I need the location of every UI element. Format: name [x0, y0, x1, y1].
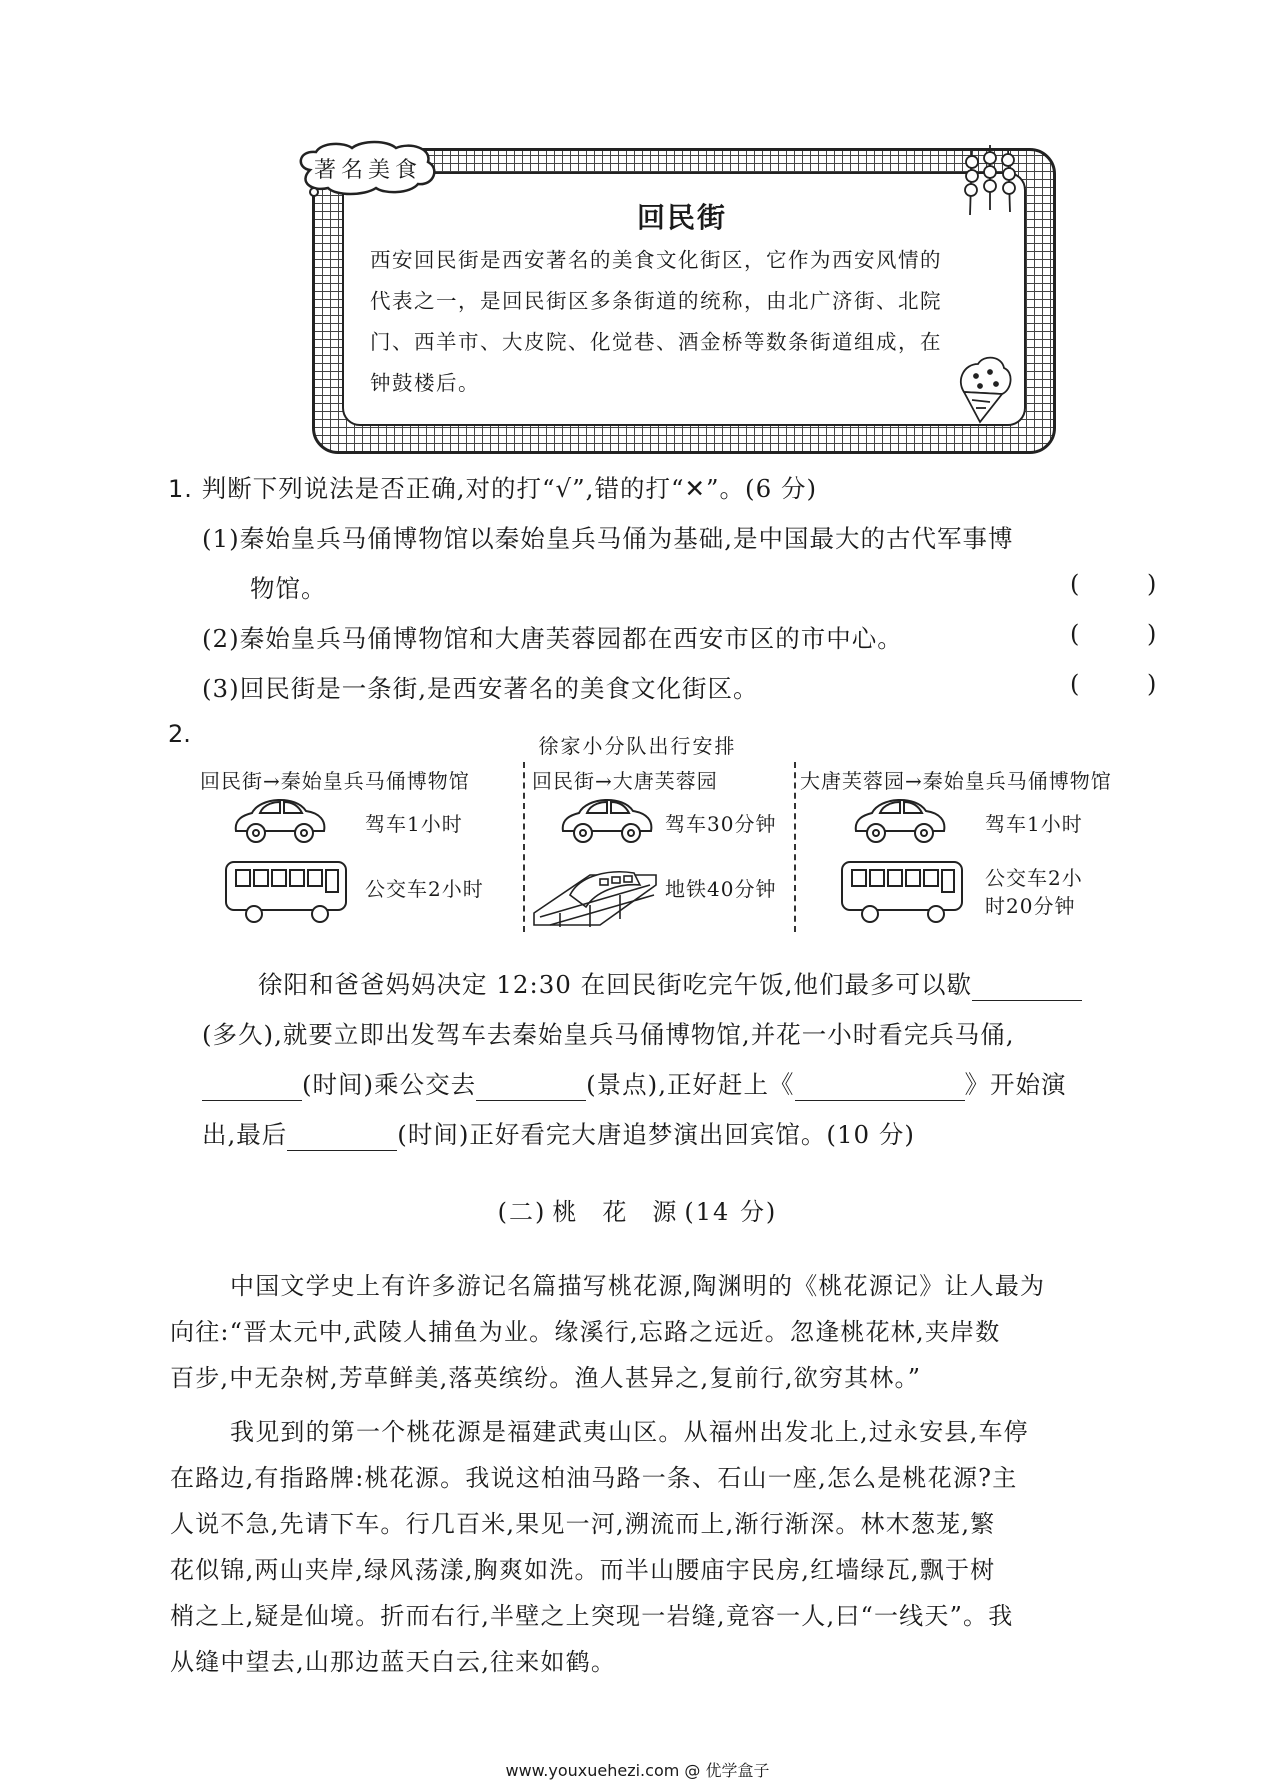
fill-blank[interactable] — [202, 1074, 302, 1101]
question-2-line — [202, 1116, 915, 1151]
answer-blank[interactable]: ( ) — [1070, 570, 1187, 598]
question-stem: 判断下列说法是否正确,对的打“√”,错的打“✕”。(6 分) — [201, 474, 818, 503]
q1-item-3: (3)回民街是一条街,是西安著名的美食文化街区。 — [202, 674, 759, 703]
other-transport-time: 地铁40分钟 — [665, 877, 777, 901]
car-icon — [230, 793, 330, 849]
essay-line: 百步,中无杂树,芳草鲜美,落英缤纷。渔人甚异之,复前行,欲穷其林。” — [170, 1364, 922, 1392]
question-number: 2. — [168, 720, 191, 748]
paragraph-text: (景点),正好赶上《 — [586, 1070, 795, 1099]
q1-item-1: (1)秦始皇兵马俑博物馆以秦始皇兵马俑为基础,是中国最大的古代军事博 — [202, 524, 1014, 553]
food-card-tag — [292, 140, 442, 198]
card-body-line: 西安回民街是西安著名的美食文化街区，它作为西安风情的 — [370, 248, 942, 272]
section-title-suffix: (14 分) — [684, 1198, 778, 1226]
other-transport-time: 公交车2小 — [985, 866, 1083, 890]
car-icon — [557, 793, 657, 849]
q1-item-1-cont: 物馆。 — [250, 574, 327, 603]
essay-line: 从缝中望去,山那边蓝天白云,往来如鹤。 — [170, 1648, 617, 1676]
essay-line: 中国文学史上有许多游记名篇描写桃花源,陶渊明的《桃花源记》让人最为 — [230, 1272, 1046, 1300]
essay-line: 梢之上,疑是仙境。折而右行,半壁之上突现一岩缝,竟容一人,曰“一线天”。我 — [170, 1602, 1014, 1630]
essay-line: 花似锦,两山夹岸,绿风荡漾,胸爽如洗。而半山腰庙宇民房,红墙绿瓦,飘于树 — [170, 1556, 996, 1584]
other-transport-time: 时20分钟 — [985, 894, 1076, 918]
section-title-char: 花 — [602, 1198, 629, 1226]
question-2-line: (多久),就要立即出发驾车去秦始皇兵马俑博物馆,并花一小时看完兵马俑, — [202, 1020, 1015, 1049]
table-divider — [794, 762, 796, 932]
route-name: 回民街→大唐芙蓉园 — [532, 769, 718, 793]
food-card-tag-label: 著名美食 — [313, 158, 422, 183]
bus-icon — [838, 858, 968, 926]
route-name: 回民街→秦始皇兵马俑博物馆 — [200, 769, 470, 793]
essay-line: 向往:“晋太元中,武陵人捕鱼为业。缘溪行,忘路之远近。忽逢桃花林,夹岸数 — [170, 1318, 1001, 1346]
fill-blank[interactable] — [972, 974, 1082, 1001]
car-time: 驾车30分钟 — [665, 812, 777, 836]
travel-table-title: 徐家小分队出行安排 — [538, 734, 737, 758]
subway-train-icon — [530, 855, 660, 930]
card-body-line: 代表之一，是回民街区多条街道的统称，由北广济街、北院 — [370, 289, 942, 313]
question-2-line — [202, 1066, 1067, 1101]
card-body-line: 钟鼓楼后。 — [370, 371, 480, 395]
essay-line: 在路边,有指路牌:桃花源。我说这柏油马路一条、石山一座,怎么是桃花源?主 — [170, 1464, 1018, 1492]
ice-cream-icon — [950, 350, 1020, 425]
car-time: 驾车1小时 — [985, 812, 1083, 836]
essay-line: 人说不急,先请下车。行几百米,果见一河,溯流而上,渐行渐深。林木葱茏,繁 — [170, 1510, 996, 1538]
paragraph-text: (时间)正好看完大唐追梦演出回宾馆。(10 分) — [397, 1120, 915, 1149]
section-title — [0, 1192, 1275, 1227]
question-1 — [168, 470, 817, 505]
fill-blank[interactable] — [795, 1074, 965, 1101]
question-number: 1. — [168, 475, 193, 503]
footer-watermark: www.youxuehezi.com @ 优学盒子 — [505, 1761, 770, 1780]
route-name: 大唐芙蓉园→秦始皇兵马俑博物馆 — [800, 769, 1112, 793]
fill-blank[interactable] — [287, 1124, 397, 1151]
table-divider — [523, 762, 525, 932]
card-body-line: 门、西羊市、大皮院、化觉巷、酒金桥等数条街道组成，在 — [370, 330, 942, 354]
bus-icon — [222, 858, 352, 926]
section-title-char: 源 — [652, 1198, 679, 1226]
car-icon — [850, 793, 950, 849]
section-title-prefix: (二) — [497, 1198, 547, 1226]
paragraph-text: (时间)乘公交去 — [302, 1070, 477, 1099]
car-time: 驾车1小时 — [365, 812, 463, 836]
paragraph-text: 》开始演 — [964, 1070, 1067, 1099]
section-title-char: 桃 — [552, 1198, 579, 1226]
food-card-title: 回民街 — [636, 201, 727, 234]
other-transport-time: 公交车2小时 — [365, 877, 484, 901]
food-card-body — [370, 240, 1000, 404]
paragraph-text: 徐阳和爸爸妈妈决定 12:30 在回民街吃完午饭,他们最多可以歇 — [258, 970, 972, 999]
q1-item-2: (2)秦始皇兵马俑博物馆和大唐芙蓉园都在西安市区的市中心。 — [202, 624, 903, 653]
fill-blank[interactable] — [476, 1074, 586, 1101]
paragraph-text: 出,最后 — [202, 1120, 288, 1149]
answer-blank[interactable]: ( ) — [1070, 620, 1187, 648]
essay-line: 我见到的第一个桃花源是福建武夷山区。从福州出发北上,过永安县,车停 — [230, 1418, 1029, 1446]
question-2-line — [258, 966, 1082, 1001]
answer-blank[interactable]: ( ) — [1070, 670, 1187, 698]
